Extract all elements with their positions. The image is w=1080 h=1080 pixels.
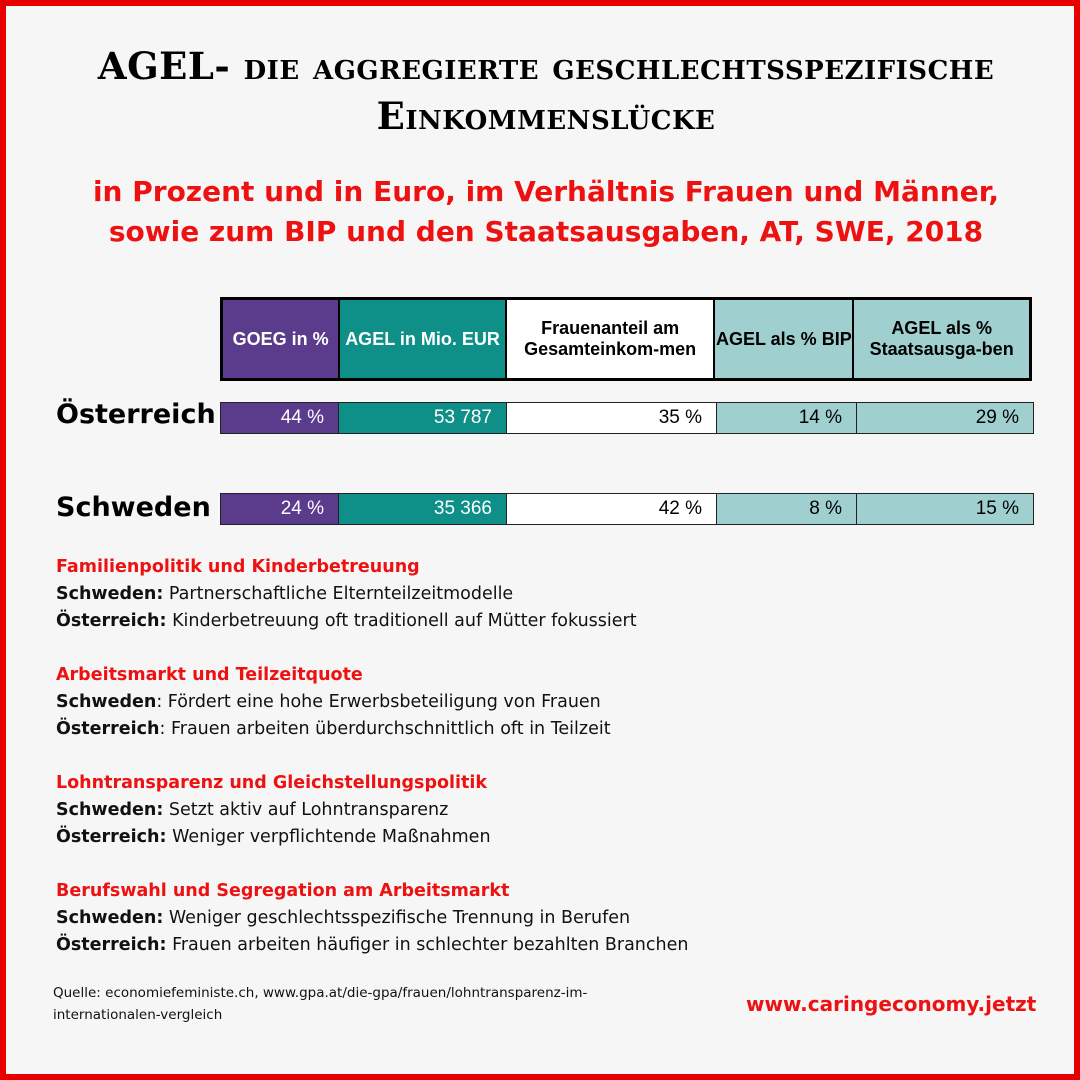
line-text: : Frauen arbeiten überdurchschnittlich oft in Teilzeit xyxy=(159,719,611,739)
table-cell: 29 % xyxy=(857,403,1033,433)
line-text: Weniger verpflichtende Maßnahmen xyxy=(166,827,491,847)
line-label: Schweden xyxy=(56,692,157,712)
section-line-schweden xyxy=(56,905,1046,932)
section-line-oesterreich xyxy=(56,824,1046,851)
section-line-schweden xyxy=(56,689,1046,716)
line-text: Frauen arbeiten häufiger in schlechter bezahlten Branchen xyxy=(166,935,689,955)
section-berufswahl xyxy=(56,878,1046,959)
title-line-1: AGEL- die aggregierte geschlechtsspezifische xyxy=(97,44,995,88)
table-row-schweden xyxy=(220,493,1034,525)
section-title: Lohntransparenz und Gleichstellungspolitik xyxy=(56,773,487,793)
line-text: Partnerschaftliche Elternteilzeitmodelle xyxy=(163,584,514,604)
section-title: Familienpolitik und Kinderbetreuung xyxy=(56,557,420,577)
line-label: Schweden: xyxy=(56,584,164,604)
table-cell: 24 % xyxy=(221,494,339,524)
title-line-2: Einkommenslücke xyxy=(376,94,716,138)
line-label: Österreich: xyxy=(56,935,167,955)
section-arbeitsmarkt xyxy=(56,662,1046,743)
row-label-oesterreich: Österreich xyxy=(56,399,216,430)
website-link[interactable]: www.caringeconomy.jetzt xyxy=(746,992,1037,1016)
line-text: : Fördert eine hohe Erwerbsbeteiligung von Frauen xyxy=(156,692,601,712)
table-row-oesterreich xyxy=(220,402,1034,434)
section-title: Berufswahl und Segregation am Arbeitsmarkt xyxy=(56,881,510,901)
section-lohntransparenz xyxy=(56,770,1046,851)
source-note: Quelle: economiefeministe.ch, www.gpa.at/die-gpa/frauen/lohntransparenz-im-internationalen-vergleich xyxy=(53,985,588,1023)
table-cell: 35 366 xyxy=(339,494,507,524)
section-line-oesterreich xyxy=(56,932,1046,959)
line-label: Österreich: xyxy=(56,611,167,631)
table-cell: 15 % xyxy=(857,494,1033,524)
column-header-5: AGEL als % Staatsausga-ben xyxy=(854,300,1029,378)
subtitle-line-1: in Prozent und in Euro, im Verhältnis Frauen und Männer, xyxy=(92,175,1000,208)
section-line-oesterreich xyxy=(56,608,1046,635)
section-line-oesterreich xyxy=(56,716,1046,743)
line-label: Österreich: xyxy=(56,827,167,847)
line-label: Schweden: xyxy=(56,800,164,820)
row-label-schweden: Schweden xyxy=(56,492,211,523)
subtitle-line-2: sowie zum BIP und den Staatsausgaben, AT, SWE, 2018 xyxy=(108,215,984,248)
section-title: Arbeitsmarkt und Teilzeitquote xyxy=(56,665,363,685)
line-text: Setzt aktiv auf Lohntransparenz xyxy=(163,800,449,820)
table-cell: 8 % xyxy=(717,494,857,524)
column-header-1: GOEG in % xyxy=(223,300,340,378)
column-header-4: AGEL als % BIP xyxy=(715,300,854,378)
table-cell: 42 % xyxy=(507,494,717,524)
line-label: Schweden: xyxy=(56,908,164,928)
table-cell: 53 787 xyxy=(339,403,507,433)
section-familienpolitik xyxy=(56,554,1046,635)
line-text: Weniger geschlechtsspezifische Trennung in Berufen xyxy=(163,908,631,928)
line-text: Kinderbetreuung oft traditionell auf Mütter fokussiert xyxy=(166,611,637,631)
section-line-schweden xyxy=(56,797,1046,824)
table-cell: 44 % xyxy=(221,403,339,433)
table-cell: 35 % xyxy=(507,403,717,433)
table-header-row xyxy=(220,297,1032,381)
column-header-2: AGEL in Mio. EUR xyxy=(340,300,507,378)
column-header-3: Frauenanteil am Gesamteinkom-men xyxy=(507,300,715,378)
section-line-schweden xyxy=(56,581,1046,608)
line-label: Österreich xyxy=(56,719,160,739)
table-cell: 14 % xyxy=(717,403,857,433)
